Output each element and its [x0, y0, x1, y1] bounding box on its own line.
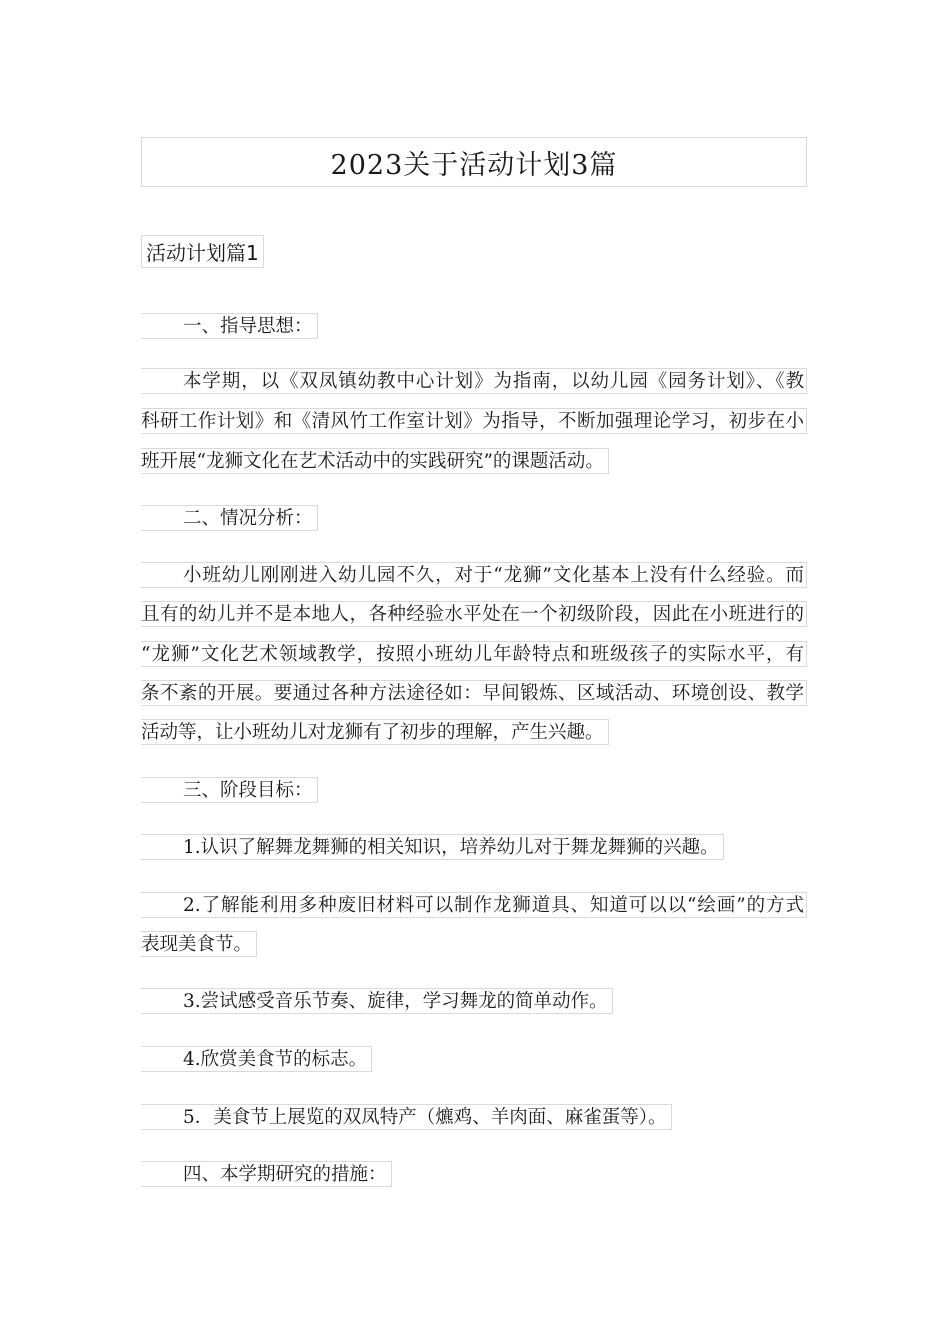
- heading-stage-goals: 三、阶段目标：: [141, 777, 318, 803]
- goal-item: 1.认识了解舞龙舞狮的相关知识，培养幼儿对于舞龙舞狮的兴趣。: [141, 834, 724, 860]
- paragraph-line: 且有的幼儿并不是本地人，各种经验水平处在一个初级阶段，因此在小班进行的: [141, 601, 807, 627]
- goal-item: 2.了解能利用多种废旧材料可以制作龙狮道具、知道可以以“绘画”的方式: [141, 892, 807, 918]
- goal-item: 4.欣赏美食节的标志。: [141, 1046, 372, 1072]
- title-box: [141, 137, 807, 187]
- paragraph-line: 小班幼儿刚刚进入幼儿园不久，对于“龙狮”文化基本上没有什么经验。而: [141, 562, 807, 588]
- heading-guiding-thought: 一、指导思想：: [141, 313, 318, 339]
- paragraph-line: 本学期，以《双凤镇幼教中心计划》为指南，以幼儿园《园务计划》、《教: [141, 368, 807, 394]
- goal-item-continued: 表现美食节。: [141, 931, 257, 957]
- paragraph-line: 班开展“龙狮文化在艺术活动中的实践研究”的课题活动。: [141, 448, 609, 474]
- paragraph-line: 活动等，让小班幼儿对龙狮有了初步的理解，产生兴趣。: [141, 719, 609, 745]
- heading-measures: 四、本学期研究的措施：: [141, 1161, 392, 1187]
- goal-item: 5．美食节上展览的双凤特产（爊鸡、羊肉面、麻雀蛋等）。: [141, 1104, 672, 1130]
- paragraph-line: 科研工作计划》和《清风竹工作室计划》为指导，不断加强理论学习，初步在小: [141, 408, 807, 434]
- heading-situation-analysis: 二、情况分析：: [141, 505, 318, 531]
- document-title: 2023关于活动计划3篇: [330, 149, 618, 181]
- goal-item: 3.尝试感受音乐节奏、旋律，学习舞龙的简单动作。: [141, 988, 613, 1014]
- paragraph-line: “龙狮”文化艺术领域教学，按照小班幼儿年龄特点和班级孩子的实际水平，有: [141, 641, 807, 667]
- paragraph-line: 条不紊的开展。要通过各种方法途径如：早间锻炼、区域活动、环境创设、教学: [141, 680, 807, 706]
- section-heading: 活动计划篇1: [141, 235, 264, 268]
